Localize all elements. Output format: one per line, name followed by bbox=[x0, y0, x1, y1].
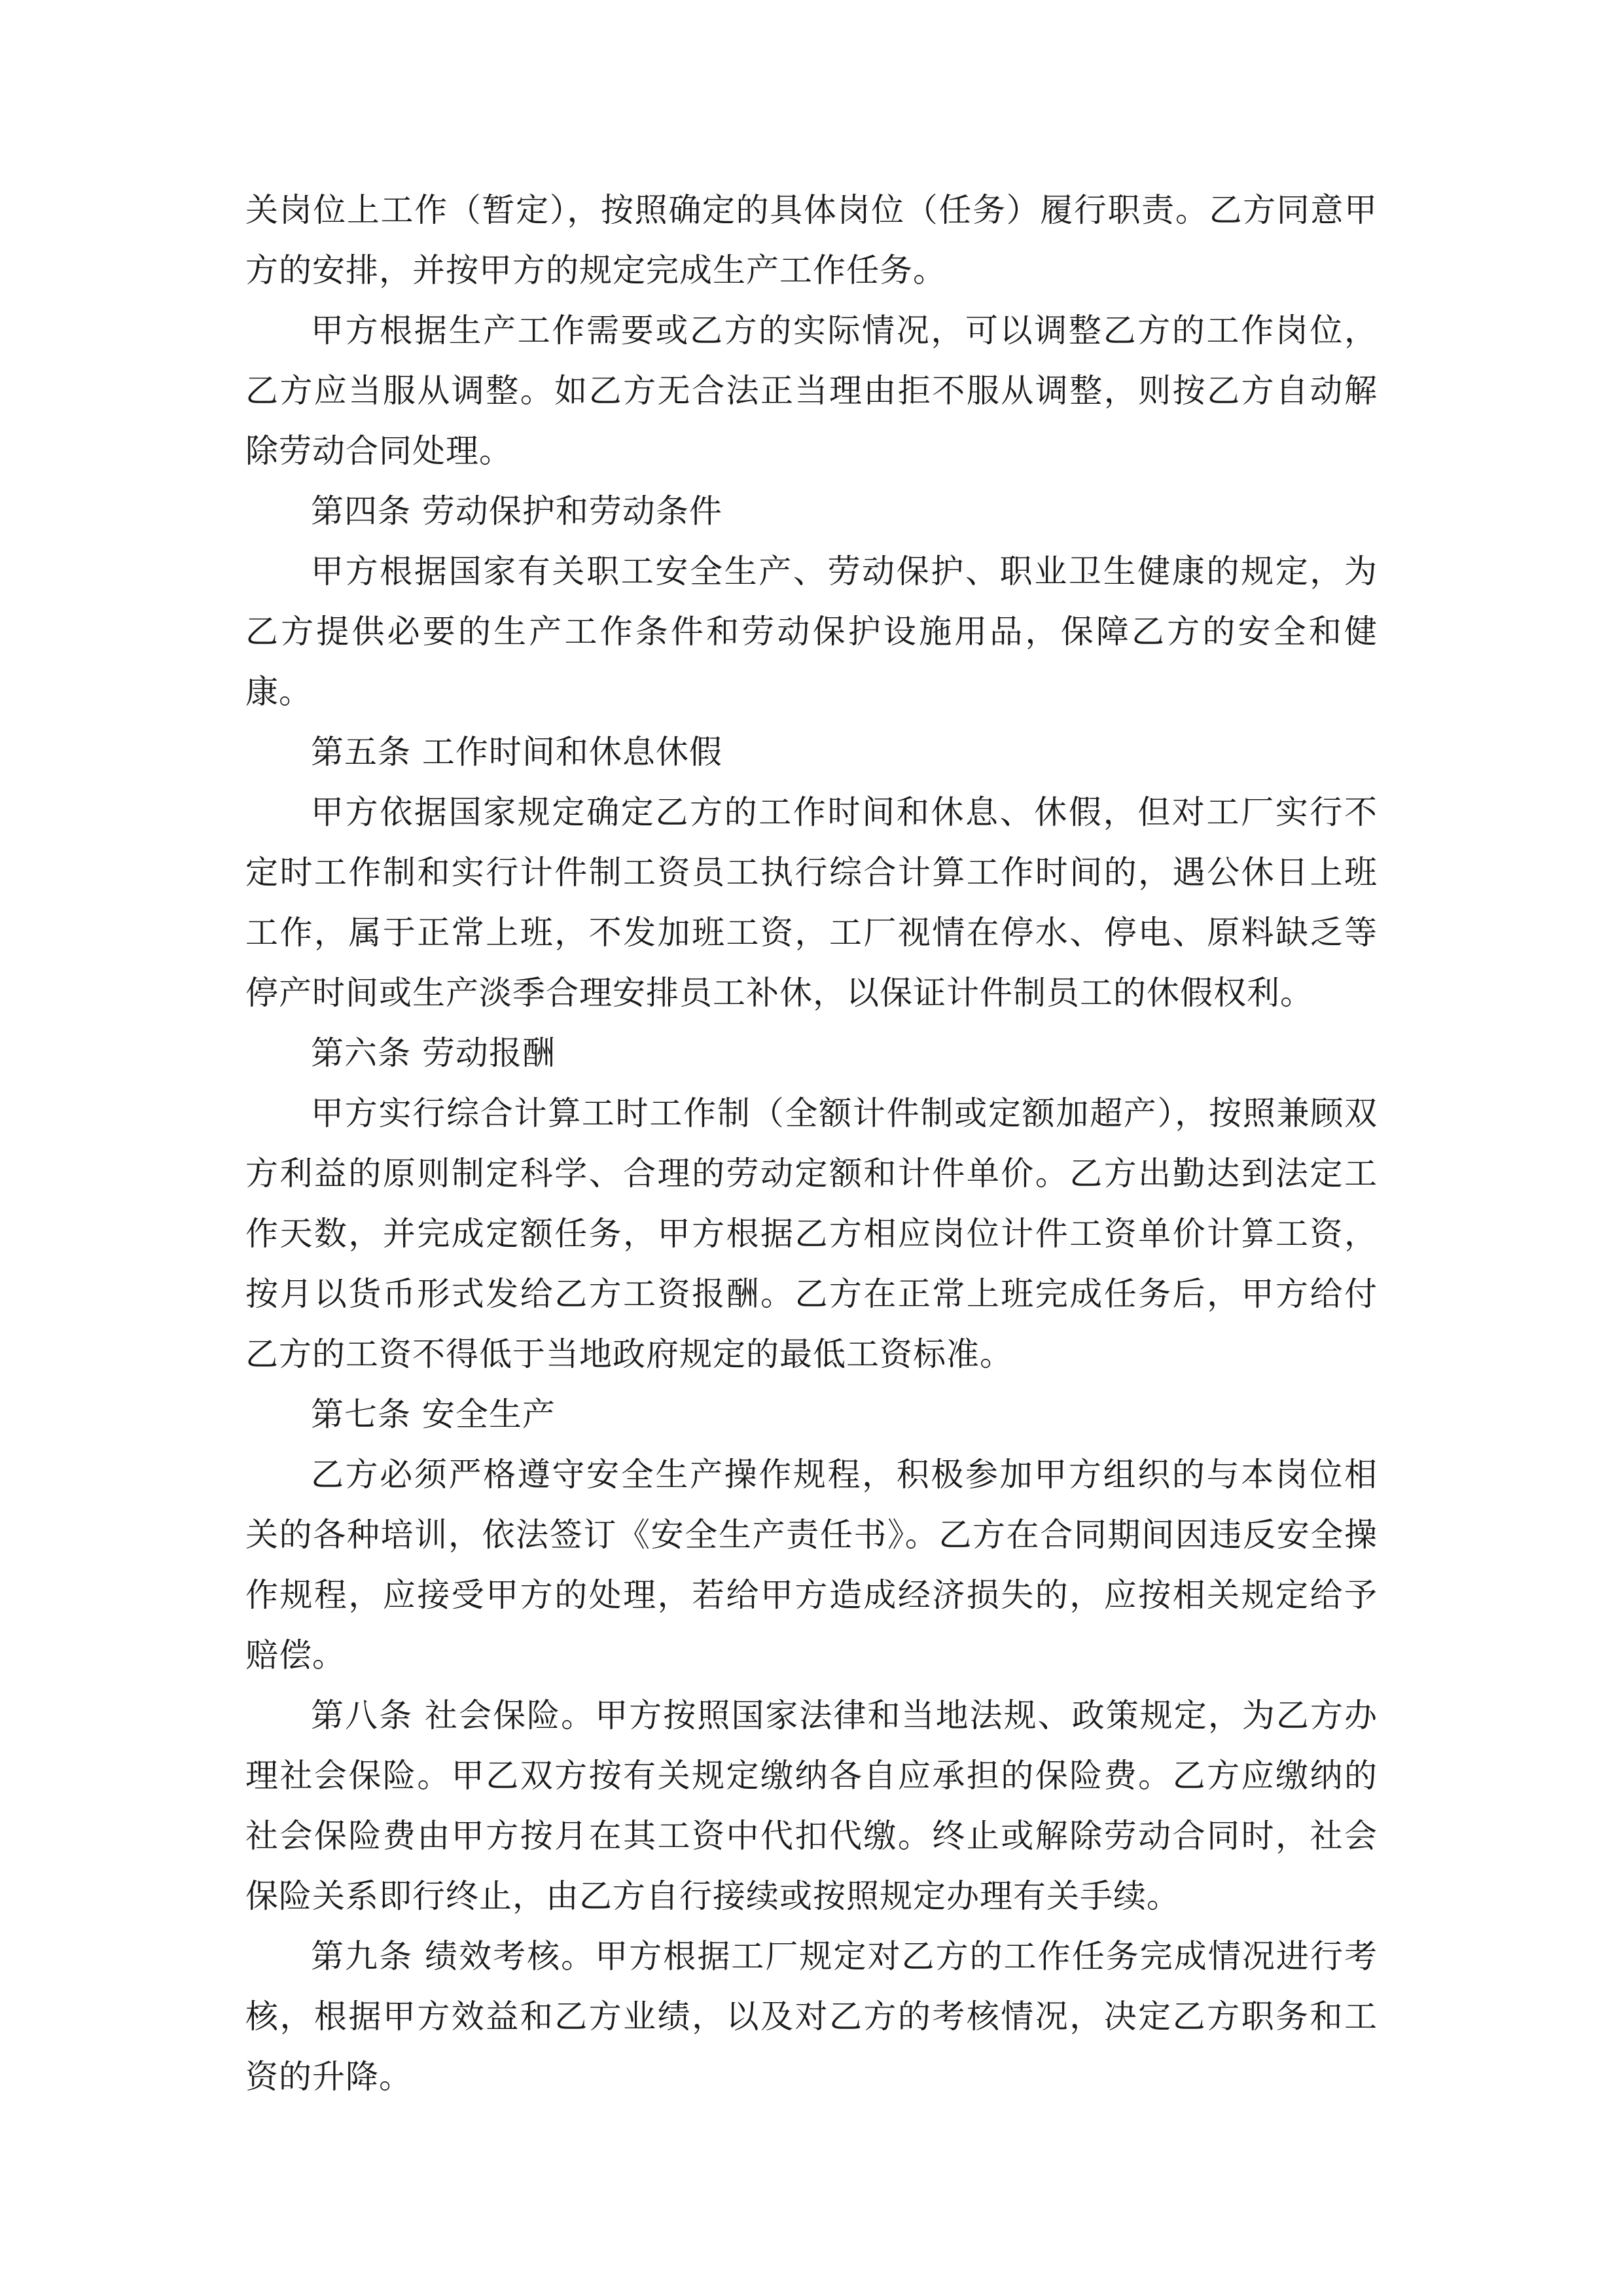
paragraph-job-adjustment: 甲方根据生产工作需要或乙方的实际情况，可以调整乙方的工作岗位，乙方应当服从调整。如乙方无合法正当理由拒不服从调整，则按乙方自动解除劳动合同处理。 bbox=[245, 312, 1378, 470]
article-7-heading: 第七条 安全生产 bbox=[311, 1395, 556, 1433]
article-8-social-insurance: 第八条 社会保险。甲方按照国家法律和当地法规、政策规定，为乙方办理社会保险。甲乙双方按有关规定缴纳各自应承担的保险费。乙方应缴纳的社会保险费由甲方按月在其工资中代扣代缴。终止或解除劳动合同时，社会保险关系即行终止，由乙方自行接续或按照规定办理有关手续。 bbox=[245, 1696, 1378, 1915]
article-6-heading: 第六条 劳动报酬 bbox=[311, 1034, 556, 1072]
paragraph-continuation: 关岗位上工作（暂定），按照确定的具体岗位（任务）履行职责。乙方同意甲方的安排，并按甲方的规定完成生产工作任务。 bbox=[245, 191, 1378, 289]
article-9-performance-review: 第九条 绩效考核。甲方根据工厂规定对乙方的工作任务完成情况进行考核，根据甲方效益和乙方业绩，以及对乙方的考核情况，决定乙方职务和工资的升降。 bbox=[245, 1937, 1378, 2096]
article-6-body: 甲方实行综合计算工时工作制（全额计件制或定额加超产），按照兼顾双方利益的原则制定科学、合理的劳动定额和计件单价。乙方出勤达到法定工作天数，并完成定额任务，甲方根据乙方相应岗位计件工资单价计算工资，按月以货币形式发给乙方工资报酬。乙方在正常上班完成任务后，甲方给付乙方的工资不得低于当地政府规定的最低工资标准。 bbox=[245, 1094, 1378, 1373]
article-4-body: 甲方根据国家有关职工安全生产、劳动保护、职业卫生健康的规定，为乙方提供必要的生产工作条件和劳动保护设施用品，保障乙方的安全和健康。 bbox=[245, 552, 1378, 711]
article-4-heading: 第四条 劳动保护和劳动条件 bbox=[311, 492, 722, 530]
article-7-body: 乙方必须严格遵守安全生产操作规程，积极参加甲方组织的与本岗位相关的各种培训，依法签订《安全生产责任书》。乙方在合同期间因违反安全操作规程，应接受甲方的处理，若给甲方造成经济损失的，应按相关规定给予赔偿。 bbox=[245, 1456, 1378, 1674]
article-5-heading: 第五条 工作时间和休息休假 bbox=[311, 733, 722, 771]
article-5-body: 甲方依据国家规定确定乙方的工作时间和休息、休假，但对工厂实行不定时工作制和实行计件制工资员工执行综合计算工作时间的，遇公休日上班工作，属于正常上班，不发加班工资，工厂视情在停水、停电、原料缺乏等停产时间或生产淡季合理安排员工补休，以保证计件制员工的休假权利。 bbox=[245, 793, 1378, 1012]
document-body bbox=[245, 180, 1378, 2107]
